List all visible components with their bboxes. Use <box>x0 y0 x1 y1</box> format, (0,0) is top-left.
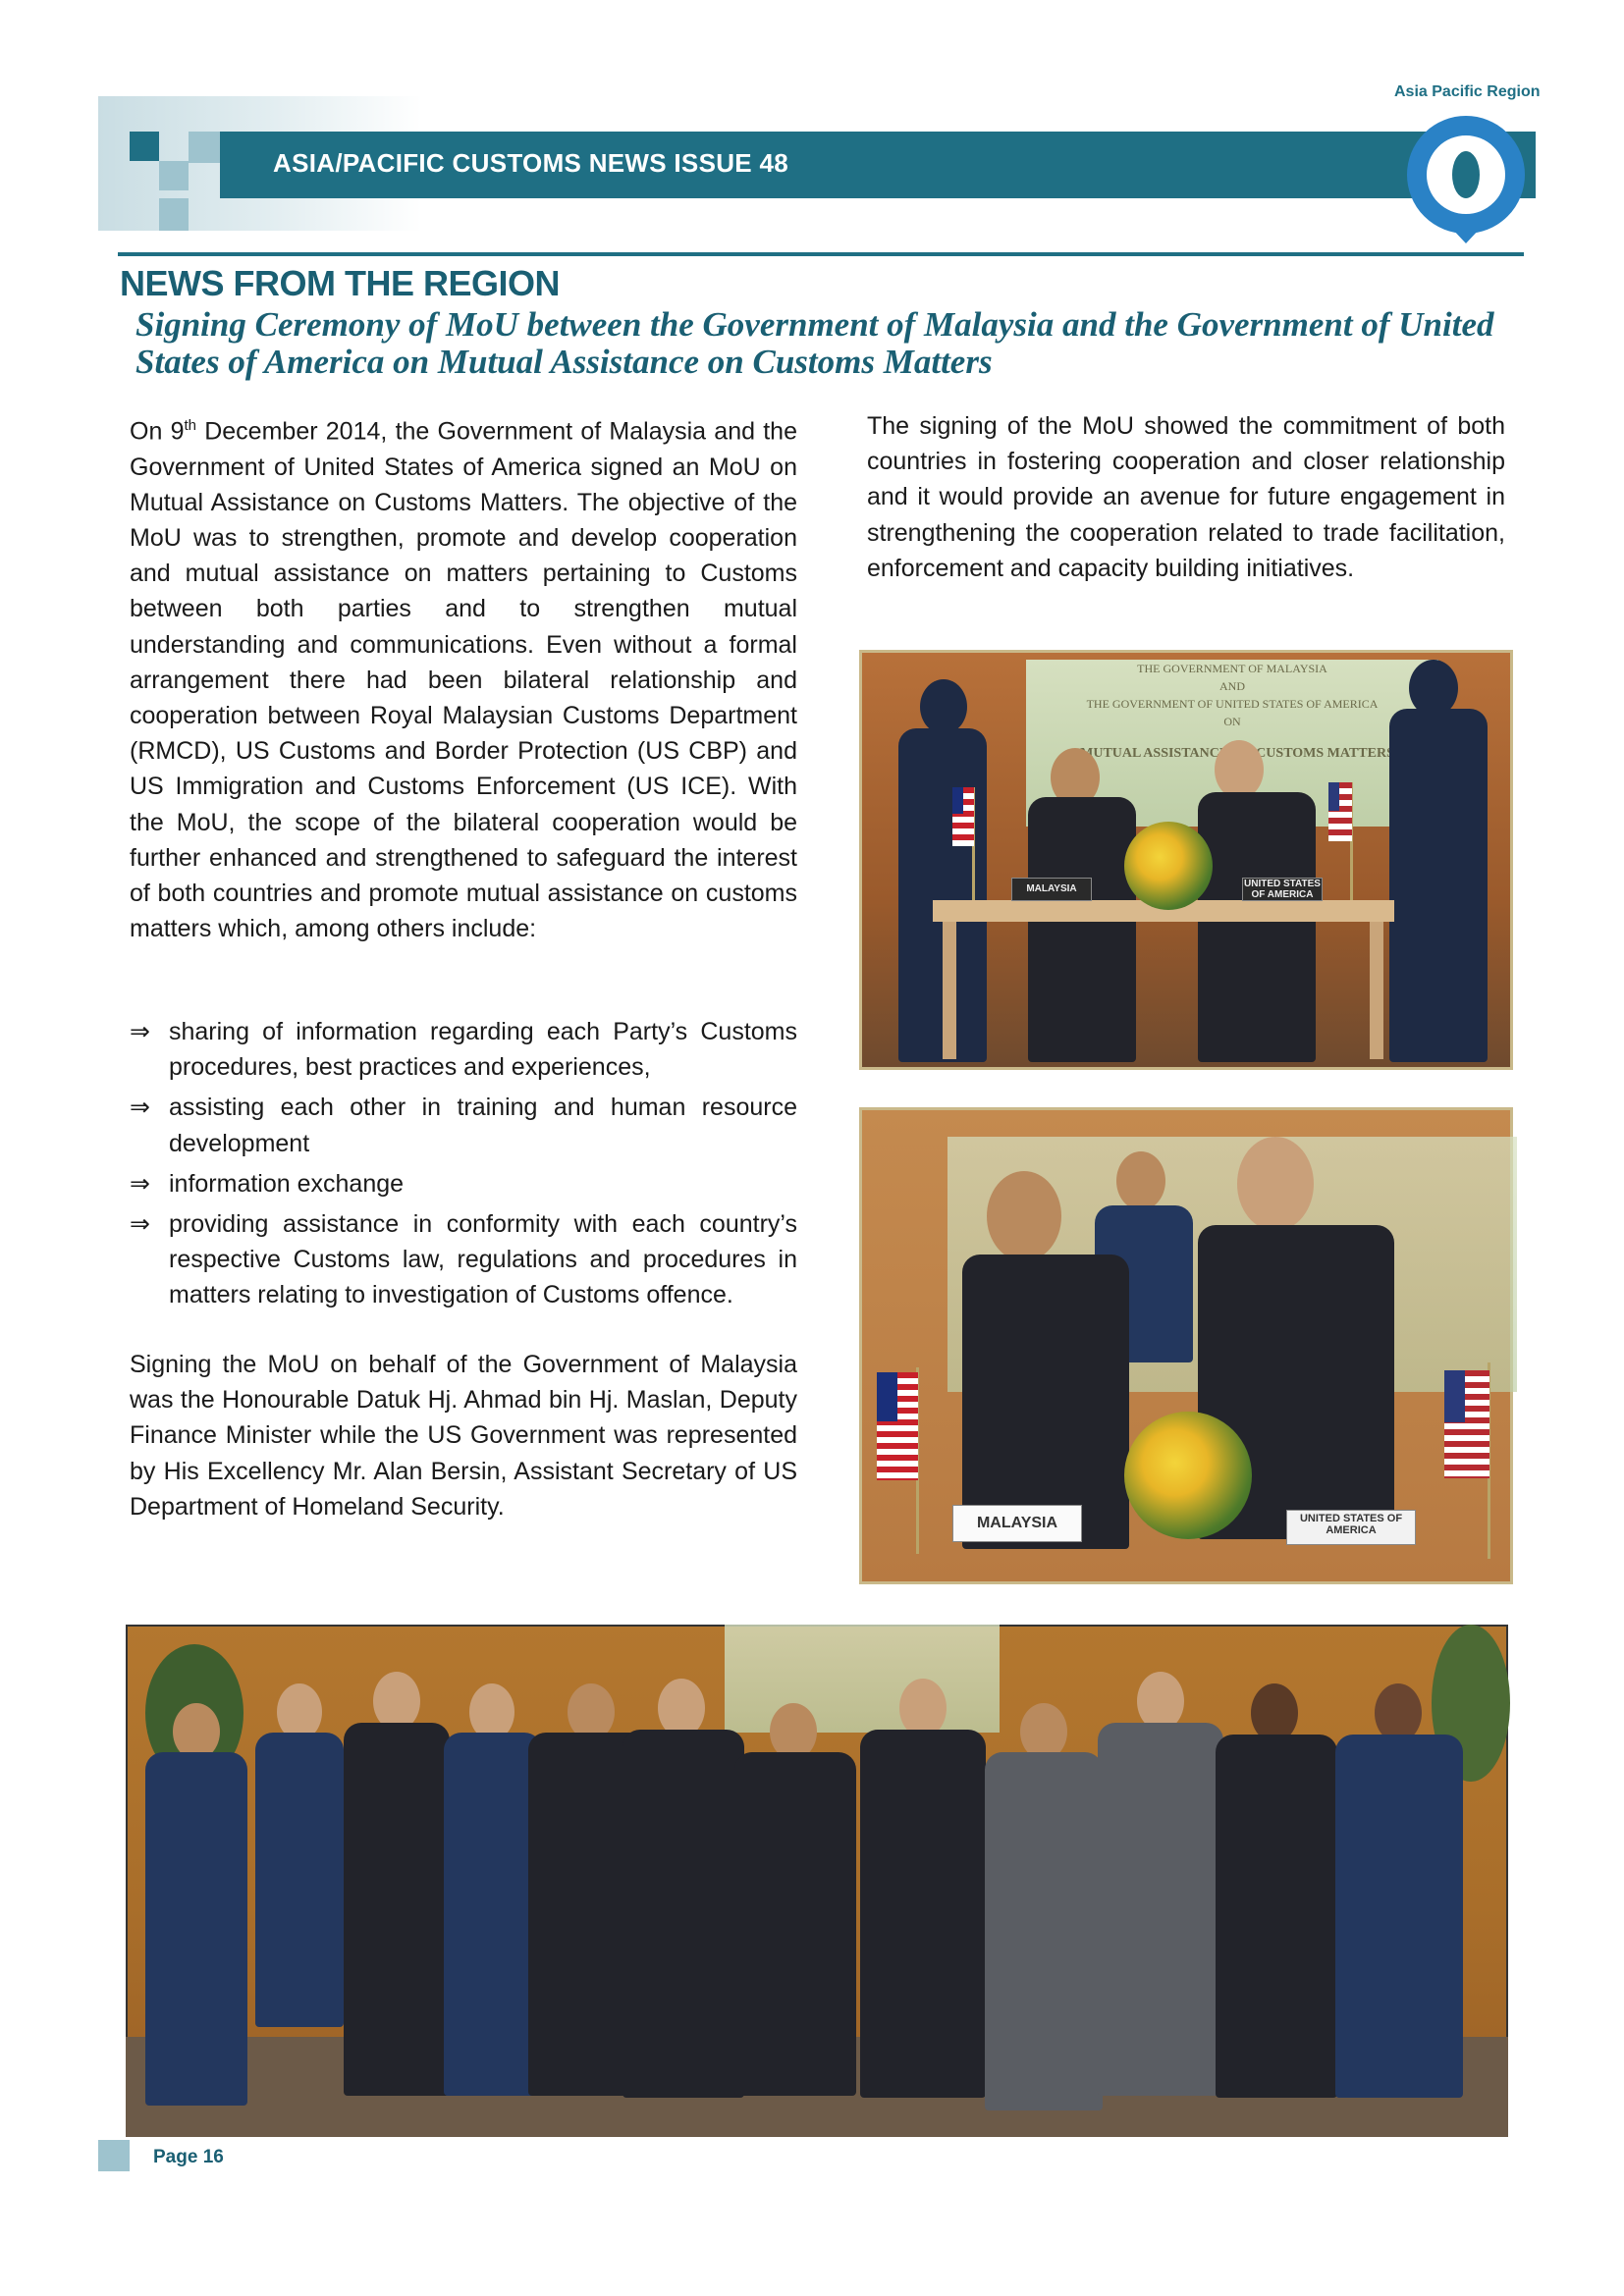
minister-head <box>987 1171 1061 1261</box>
table-leg <box>943 922 956 1059</box>
photo1-banner-line: MUTUAL ASSISTANCE CUSTOMS MATTERS <box>1080 746 1394 761</box>
bullet-list <box>130 1014 797 1318</box>
signatory-right-head <box>1215 740 1264 799</box>
intro-prefix: On 9 <box>130 417 185 446</box>
photo-group <box>126 1625 1508 2137</box>
photo1-banner-line: ON <box>1223 715 1241 728</box>
list-item <box>130 1206 797 1313</box>
arrow-icon: ⇒ <box>130 1093 150 1122</box>
asia-pacific-logo-icon <box>1394 83 1542 245</box>
intro-rest: December 2014, the Government of Malaysia and the Government of United States of America signed an MoU on Mutual Assistance on Customs Matters. The objective of the MoU was to strengthen, promote and develop cooperation and mutual assistance on matters pertaining to Customs between both parties and to strengthen mutual understanding and communications. Even without a formal arrangement there had been bilateral relationship and cooperation between Royal Malaysian Customs Department (RMCD), US Customs and Border Protection (US CBP) and US Immigration and Customs Enforcement (US ICE). With the MoU, the scope of the bilateral cooperation would be further enhanced and strengthened to safeguard the interest of both countries and promote mutual assistance on customs matters which, among others include: <box>130 417 797 943</box>
secretary-head <box>1237 1137 1314 1231</box>
nameplate-malaysia: MALAYSIA <box>952 1505 1082 1542</box>
header-square-1 <box>130 132 159 161</box>
signatory-right-body <box>1198 792 1316 1062</box>
footer-square <box>98 2140 130 2171</box>
list-item <box>130 1014 797 1085</box>
commitment-paragraph: The signing of the MoU showed the commitment of both countries in fostering cooperation and closer relationship and it would provide an avenue for future engagement in strengthening the cooperation related to trade facilitation, enforcement and capacity building initiatives. <box>867 412 1505 582</box>
photo1-banner-line: AND <box>1219 679 1245 693</box>
photo-signing-table <box>859 650 1513 1070</box>
us-flag-icon <box>1444 1370 1489 1478</box>
left-column <box>130 408 797 946</box>
header-square-4 <box>159 198 189 231</box>
page-number: Page 16 <box>153 2147 224 2167</box>
malaysia-flag-icon <box>952 787 974 846</box>
section-title: NEWS FROM THE REGION <box>120 263 560 303</box>
list-item <box>130 1090 797 1160</box>
arrow-icon: ⇒ <box>130 1168 150 1198</box>
header-rule <box>118 252 1524 256</box>
officer-back-head <box>1116 1151 1165 1210</box>
header-square-2 <box>189 132 220 163</box>
us-flag-icon <box>1328 782 1352 841</box>
flower-arrangement <box>1124 1412 1252 1539</box>
list-item-text: assisting each other in training and human resource development <box>169 1094 797 1157</box>
officer-left-head <box>920 679 967 734</box>
list-item-text: information exchange <box>169 1169 405 1198</box>
header-title: ASIA/PACIFIC CUSTOMS NEWS ISSUE 48 <box>273 148 788 178</box>
photo1-banner-line: THE GOVERNMENT OF UNITED STATES OF AMERICA <box>1086 697 1379 711</box>
signatory-left-body <box>1028 797 1136 1062</box>
arrow-icon: ⇒ <box>130 1209 150 1239</box>
malaysia-flag-icon <box>877 1372 918 1480</box>
header-square-3 <box>159 161 189 190</box>
list-item-text: sharing of information regarding each Party’s Customs procedures, best practices and experiences, <box>169 1018 797 1082</box>
nameplate-usa: UNITED STATES OF AMERICA <box>1242 878 1323 901</box>
right-column <box>867 408 1505 586</box>
photo1-banner-line: THE GOVERNMENT OF MALAYSIA <box>1137 662 1327 675</box>
intro-paragraph <box>130 408 797 946</box>
arrow-icon: ⇒ <box>130 1017 150 1045</box>
photo-handshake <box>859 1107 1513 1584</box>
intro-sup: th <box>184 417 196 434</box>
officer-right-body <box>1389 709 1488 1062</box>
nameplate-malaysia: MALAYSIA <box>1011 878 1092 901</box>
nameplate-usa: UNITED STATES OF AMERICA <box>1286 1510 1416 1545</box>
logo-text: Asia Pacific Region <box>1394 83 1541 100</box>
flower-arrangement <box>1124 822 1213 910</box>
article-headline: Signing Ceremony of MoU between the Government of Malaysia and the Government of United States of America on Mutual Assistance on Customs Matters <box>135 305 1494 381</box>
signing-paragraph: Signing the MoU on behalf of the Government of Malaysia was the Honourable Datuk Hj. Ahmad bin Hj. Maslan, Deputy Finance Minister while the US Government was represented by His Excellency Mr. Alan Bersin, Assistant Secretary of US Department of Homeland Security. <box>130 1351 797 1521</box>
list-item-text: providing assistance in conformity with each country’s respective Customs law, regulations and procedures in matters relating to investigation of Customs offence. <box>169 1210 797 1309</box>
photo3-banner <box>725 1625 1000 1733</box>
list-item <box>130 1166 797 1201</box>
table-leg <box>1370 922 1383 1059</box>
